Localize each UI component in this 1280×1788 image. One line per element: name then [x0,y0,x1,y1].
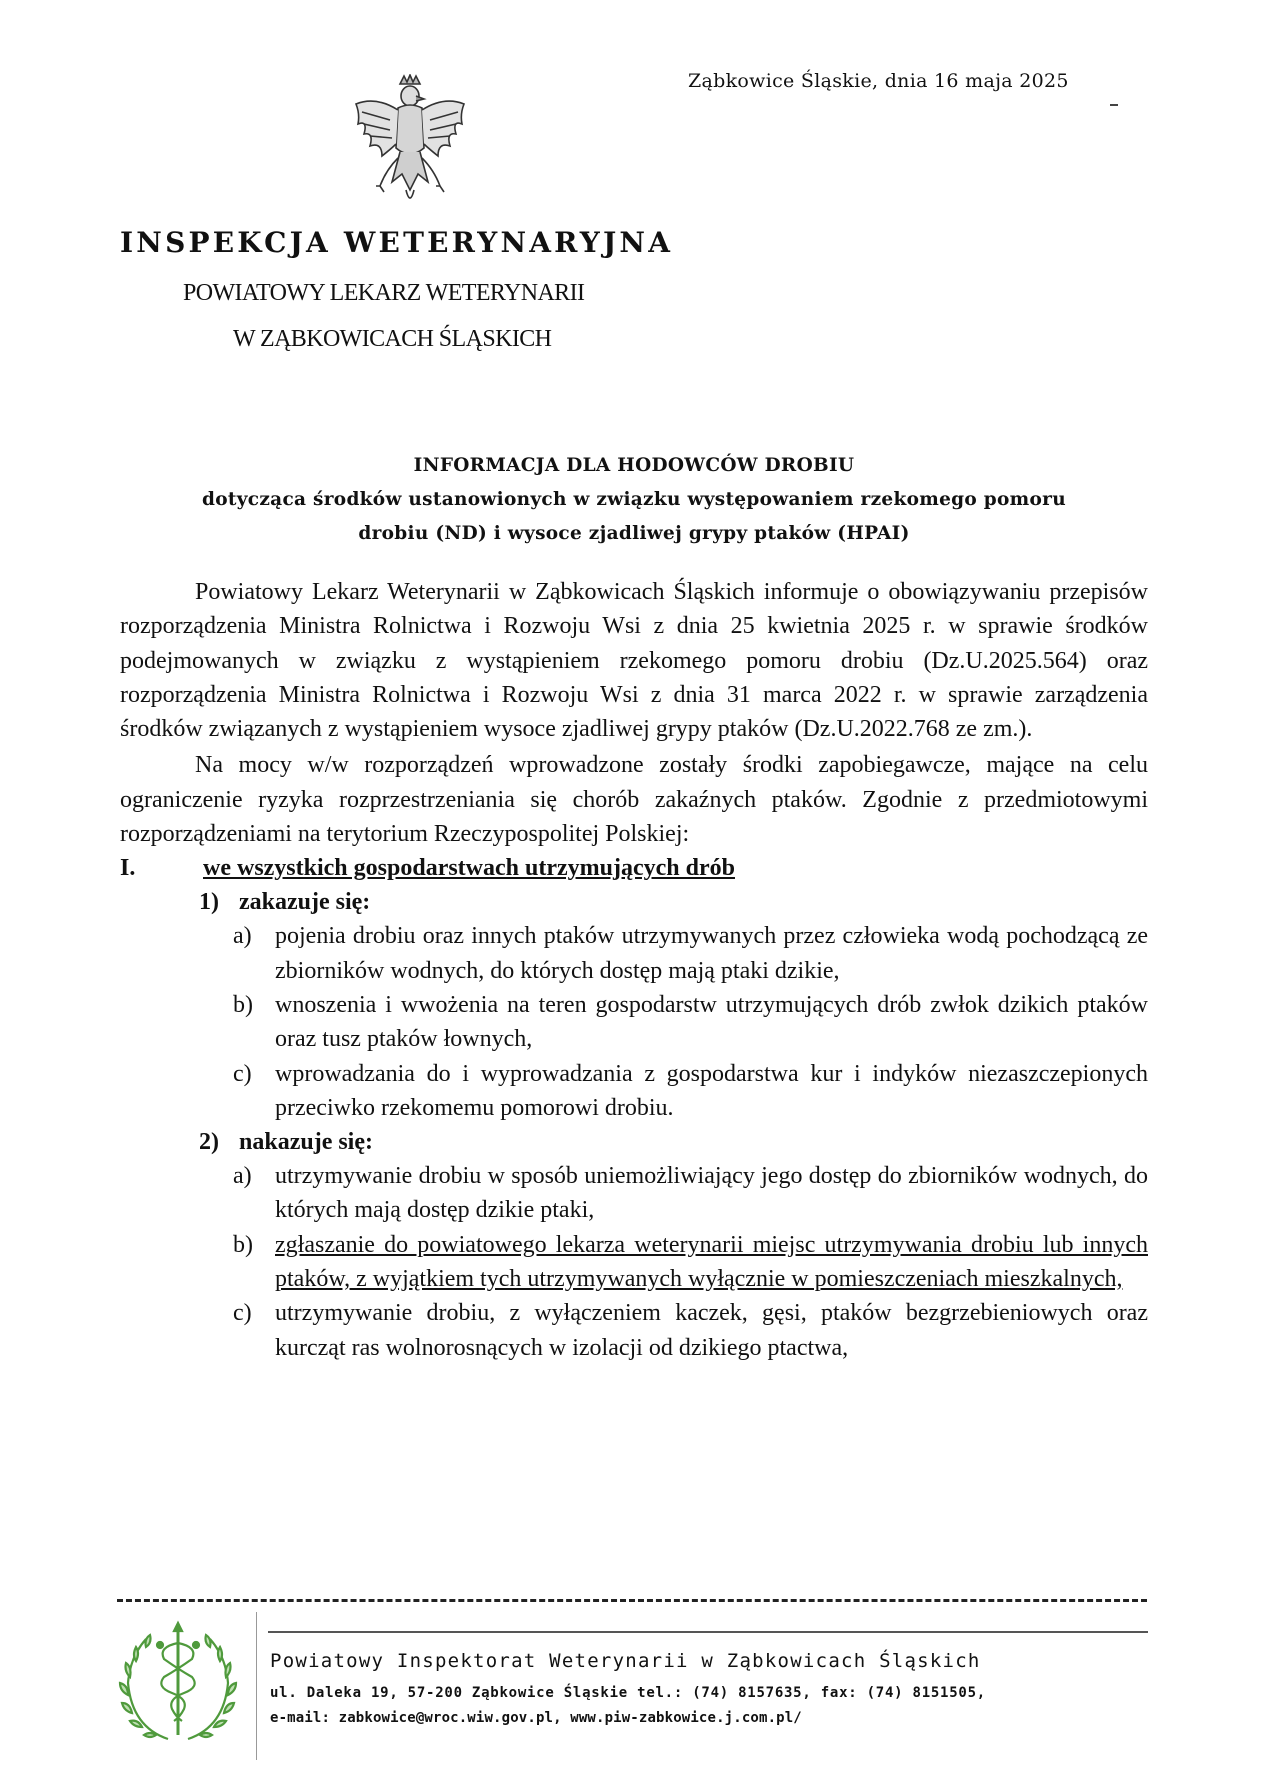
list-item-text: wnoszenia i wwożenia na teren gospodarstw utrzymujących drób zwłok dzikich ptaków oraz tusz ptaków łownych, [275,991,1148,1053]
list-item-text-underlined: zgłaszanie do powiatowego lekarza weterynarii miejsc utrzymywania drobiu lub innych ptaków, z wyjątkiem tych utrzymywanych wyłącznie w pomieszczeniach mieszkalnych, [275,1231,1148,1293]
list-item-label: b) [233,1231,253,1258]
list-item-text: wprowadzania do i wyprowadzania z gospodarstwa kur i indyków niezaszczepionych przeciwko rzekomemu pomorowi drobiu. [275,1060,1148,1121]
section-number: I. [120,855,136,882]
list-item [120,1228,1148,1297]
veterinary-caduceus-logo-icon [118,1617,238,1747]
list-item-text: pojenia drobiu oraz innych ptaków utrzymywanych przez człowieka wodą pochodzącą ze zbiorników wodnych, do których dostęp mają ptaki dzikie, [275,923,1148,984]
list-item [120,1159,1148,1228]
list-item-label: a) [233,1163,252,1190]
footer-rule [268,1631,1148,1633]
footer-address: ul. Daleka 19, 57-200 Ząbkowice Śląskie tel.: (74) 8157635, fax: (74) 8151505, [270,1685,986,1701]
date-mark [1110,104,1118,106]
subsection-title: nakazuje się: [239,1129,373,1156]
subsection-title: zakazuje się: [239,889,371,916]
title-line-2: dotycząca środków ustanowionych w związku występowaniem rzekomego pomoru [202,489,1066,510]
subsection-number: 2) [199,1129,219,1156]
paragraph-measures: Na mocy w/w rozporządzeń wprowadzone zostały środki zapobiegawcze, mające na celu ograniczenie ryzyka rozprzestrzeniania się chorób zakaźnych ptaków. Zgodnie z przedmiotowymi rozporządzeniami na terytorium Rzeczypospolitej Polskiej: [120,752,1148,848]
polish-eagle-emblem-icon [350,74,470,212]
document-title [120,449,1148,551]
list-item-text: utrzymywanie drobiu, z wyłączeniem kaczek, gęsi, ptaków bezgrzebieniowych oraz kurcząt ras wolnorosnących w izolacji od dzikiego ptactwa, [275,1300,1148,1361]
document-body [120,575,1148,1365]
title-line-1: INFORMACJA DLA HODOWCÓW DROBIU [413,455,855,476]
list-item-label: c) [233,1060,252,1087]
section-title: we wszystkich gospodarstwach utrzymujących drób [203,855,735,882]
office-name-line-1: POWIATOWY LEKARZ WETERYNARII [183,280,585,306]
office-name-line-2: W ZĄBKOWICACH ŚLĄSKICH [233,326,552,352]
subsection-heading-orders [120,1125,1148,1159]
list-item [120,1057,1148,1126]
footer-contact: e-mail: zabkowice@wroc.wiw.gov.pl, www.piw-zabkowice.j.com.pl/ [270,1710,802,1726]
list-item [120,988,1148,1057]
section-heading [120,851,1148,885]
footer-institution-name: Powiatowy Inspektorat Weterynarii w Ząbkowicach Śląskich [270,1650,981,1672]
footer-divider [117,1599,1147,1602]
list-item [120,919,1148,988]
subsection-number: 1) [199,889,219,916]
title-line-3: drobiu (ND) i wysoce zjadliwej grypy ptaków (HPAI) [358,523,910,544]
list-item-text: utrzymywanie drobiu w sposób uniemożliwiający jego dostęp do zbiorników wodnych, do których mają dostęp dzikie ptaki, [275,1163,1148,1224]
document-date: Ząbkowice Śląskie, dnia 16 maja 2025 [688,70,1069,92]
paragraph-intro: Powiatowy Lekarz Weterynarii w Ząbkowicach Śląskich informuje o obowiązywaniu przepisów rozporządzenia Ministra Rolnictwa i Rozwoju Wsi z dnia 25 kwietnia 2025 r. w sprawie środków podejmowanych w związku z wystąpieniem rzekomego pomoru drobiu (Dz.U.2025.564) oraz rozporządzenia Ministra Rolnictwa i Rozwoju Wsi z dnia 31 marca 2022 r. w sprawie zarządzenia środków związanych z wystąpieniem wysoce zjadliwej grypy ptaków (Dz.U.2022.768 ze zm.). [120,579,1148,743]
list-item-label: a) [233,923,252,950]
list-item [120,1296,1148,1365]
footer-vertical-divider [256,1612,257,1760]
list-item-label: b) [233,991,253,1018]
list-item-label: c) [233,1300,252,1327]
subsection-heading-prohibitions [120,885,1148,919]
institution-title: INSPEKCJA WETERYNARYJNA [120,226,674,259]
